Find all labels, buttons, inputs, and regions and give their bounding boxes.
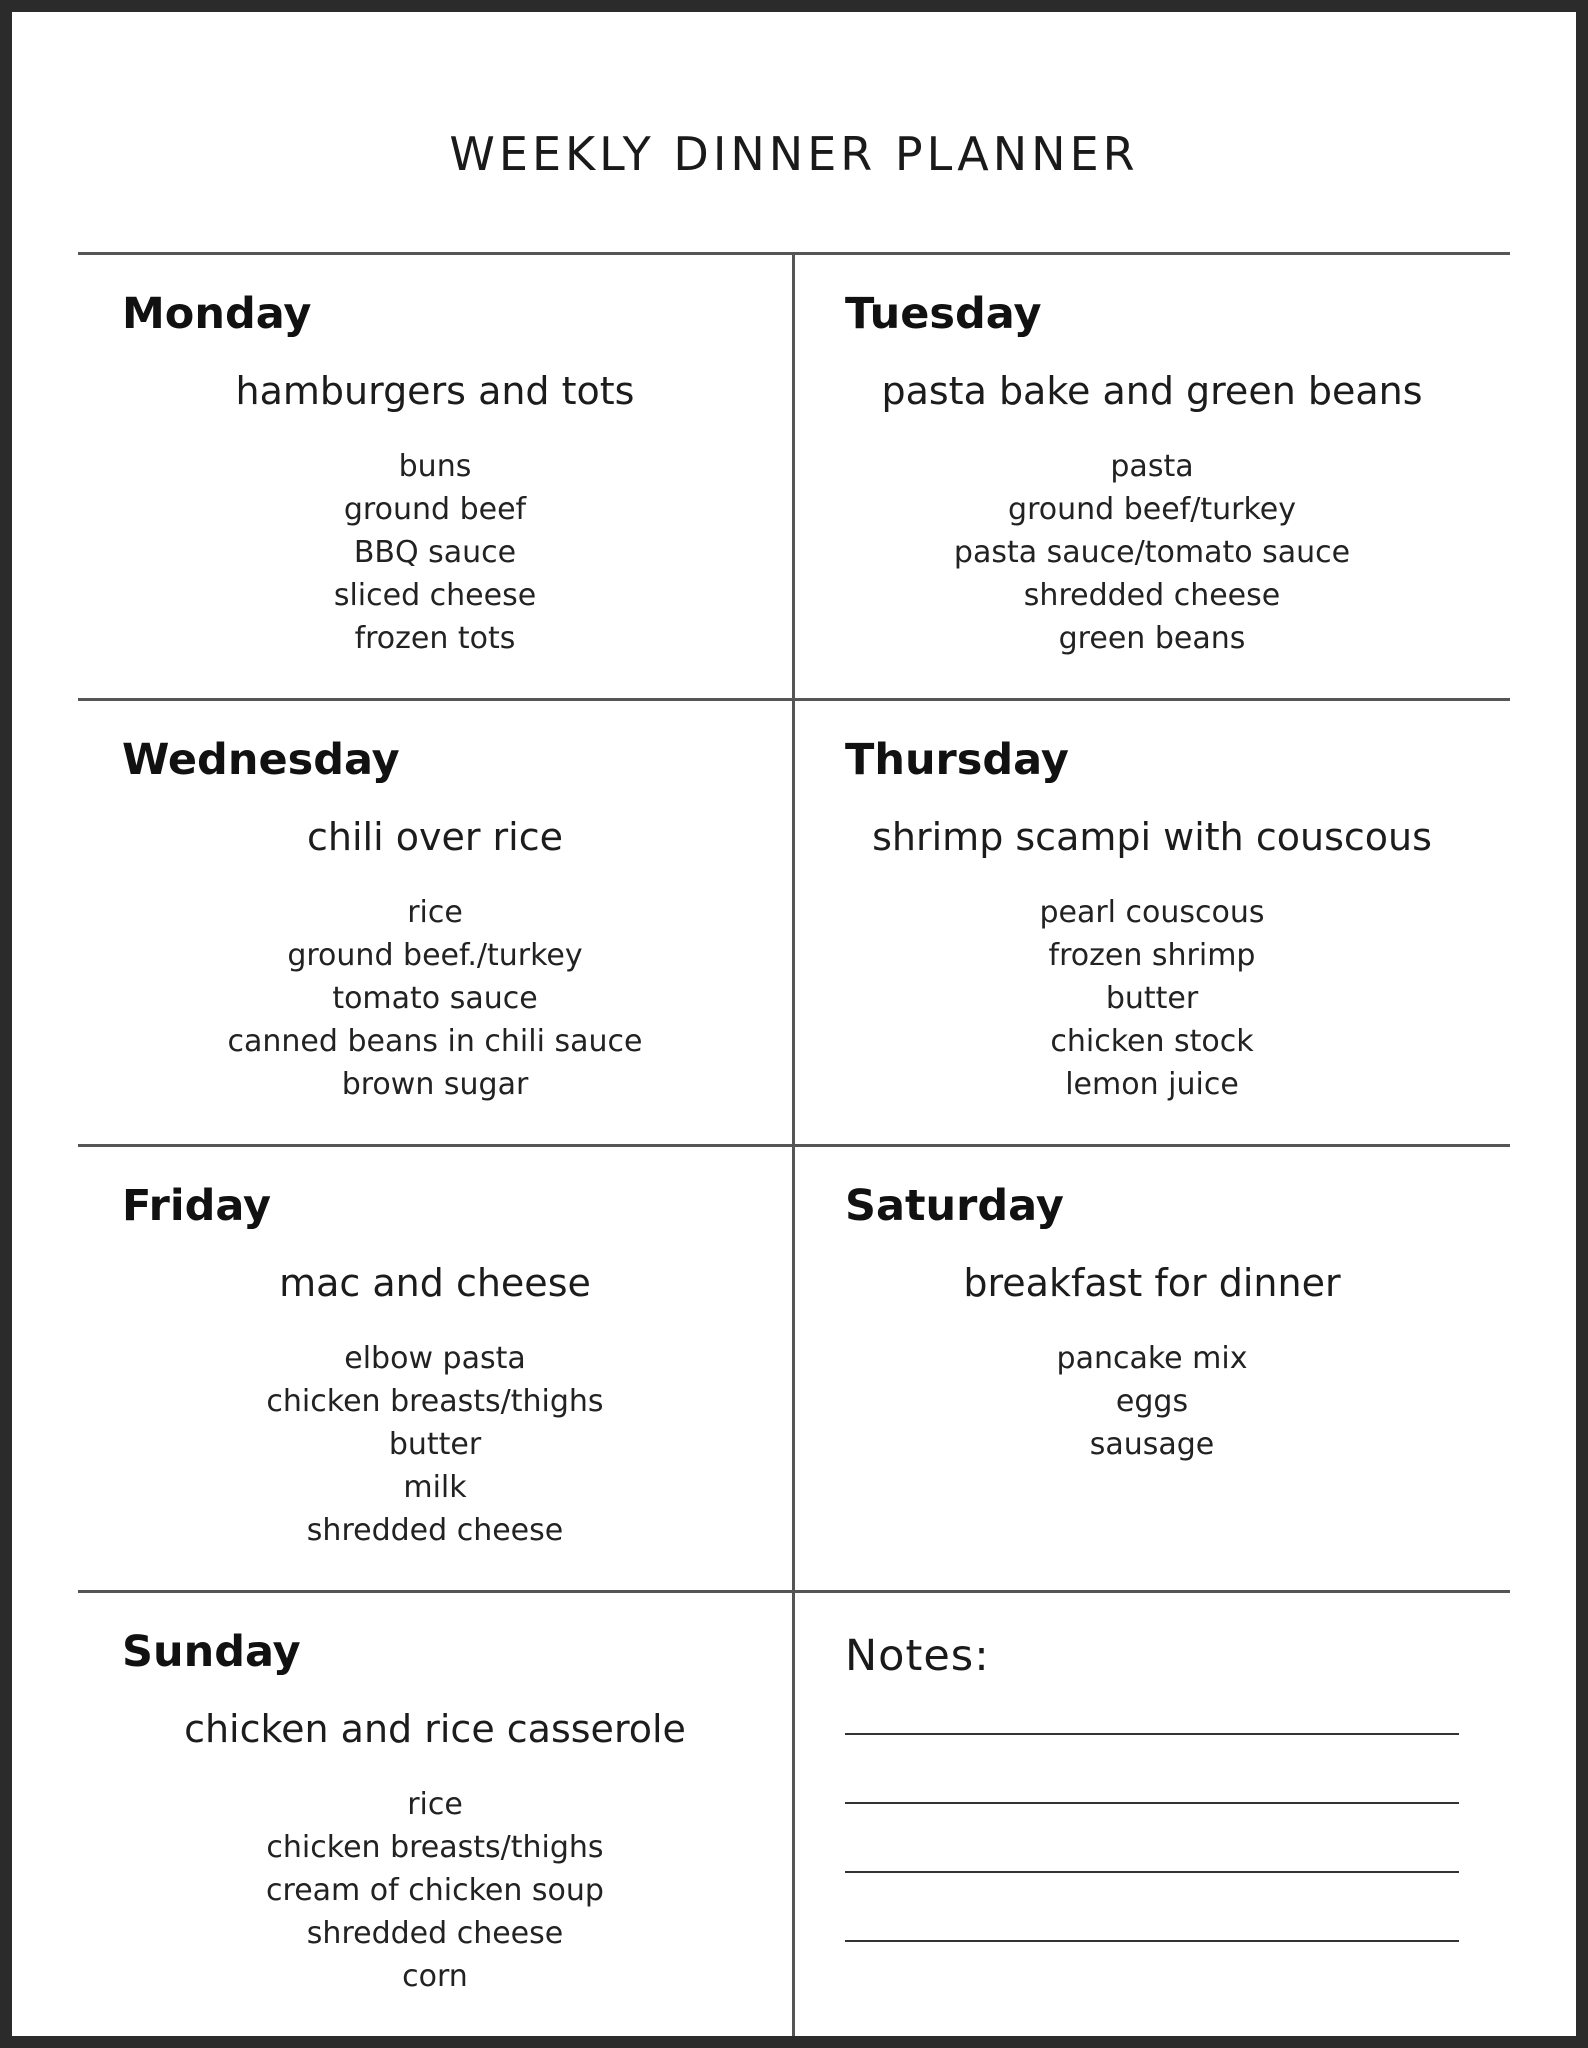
ingredient-item: pasta sauce/tomato sauce [953, 535, 1351, 570]
day-card-saturday [795, 1147, 1509, 1592]
ingredient-item: elbow pasta [344, 1341, 526, 1376]
ingredient-item: canned beans in chili sauce [227, 1024, 643, 1059]
ingredient-item: buns [398, 449, 472, 484]
note-line [845, 1802, 1459, 1804]
ingredient-item: pancake mix [1056, 1341, 1248, 1376]
ingredient-list [78, 891, 792, 1106]
ingredient-item: frozen shrimp [1048, 938, 1256, 973]
meal-name: breakfast for dinner [963, 1261, 1341, 1305]
day-heading: Tuesday [845, 289, 1042, 339]
day-heading: Saturday [845, 1181, 1064, 1231]
ingredient-item: sliced cheese [333, 578, 537, 613]
ingredient-item: ground beef./turkey [287, 938, 583, 973]
notes-section [795, 1593, 1509, 2038]
ingredient-list [795, 891, 1509, 1106]
ingredient-item: butter [388, 1427, 482, 1462]
ingredient-list [78, 1783, 792, 1998]
ingredient-item: cream of chicken soup [266, 1873, 604, 1908]
ingredient-item: green beans [1058, 621, 1246, 656]
day-card-friday [78, 1147, 792, 1592]
meal-name: pasta bake and green beans [881, 369, 1423, 413]
ingredient-item: frozen tots [354, 621, 516, 656]
ingredient-item: eggs [1115, 1384, 1189, 1419]
day-heading: Sunday [122, 1627, 301, 1677]
day-card-monday [78, 255, 792, 700]
day-card-tuesday [795, 255, 1509, 700]
planner-grid [78, 252, 1510, 2036]
day-card-wednesday [78, 701, 792, 1146]
ingredient-item: pasta [1110, 449, 1194, 484]
meal-name: chili over rice [307, 815, 563, 859]
ingredient-item: milk [403, 1470, 467, 1505]
meal-name: hamburgers and tots [235, 369, 635, 413]
day-heading: Thursday [845, 735, 1069, 785]
ingredient-item: shredded cheese [1023, 578, 1281, 613]
ingredient-item: ground beef/turkey [1008, 492, 1296, 527]
ingredient-item: butter [1105, 981, 1199, 1016]
ingredient-item: pearl couscous [1039, 895, 1265, 930]
ingredient-item: shredded cheese [306, 1513, 564, 1548]
day-heading: Friday [122, 1181, 272, 1231]
ingredient-item: chicken breasts/thighs [266, 1830, 604, 1865]
ingredient-item: chicken breasts/thighs [266, 1384, 604, 1419]
ingredient-list [78, 445, 792, 660]
ingredient-item: ground beef [343, 492, 527, 527]
note-line [845, 1871, 1459, 1873]
day-heading: Wednesday [122, 735, 400, 785]
meal-name: shrimp scampi with couscous [872, 815, 1432, 859]
day-heading: Monday [122, 289, 312, 339]
ingredient-item: brown sugar [341, 1067, 529, 1102]
meal-name: chicken and rice casserole [184, 1707, 686, 1751]
meal-name: mac and cheese [279, 1261, 591, 1305]
ingredient-list [795, 1337, 1509, 1466]
ingredient-item: shredded cheese [306, 1916, 564, 1951]
ingredient-item: tomato sauce [332, 981, 538, 1016]
ingredient-item: corn [402, 1959, 468, 1994]
day-card-sunday [78, 1593, 792, 2038]
ingredient-item: chicken stock [1050, 1024, 1254, 1059]
note-line [845, 1733, 1459, 1735]
ingredient-item: rice [407, 895, 463, 930]
day-card-thursday [795, 701, 1509, 1146]
ingredient-item: BBQ sauce [353, 535, 517, 570]
ingredient-list [795, 445, 1509, 660]
ingredient-item: sausage [1089, 1427, 1215, 1462]
note-line [845, 1940, 1459, 1942]
planner-page [12, 12, 1576, 2036]
ingredient-list [78, 1337, 792, 1552]
ingredient-item: lemon juice [1065, 1067, 1239, 1102]
notes-label: Notes: [845, 1631, 990, 1681]
page-title: WEEKLY DINNER PLANNER [449, 127, 1139, 181]
ingredient-item: rice [407, 1787, 463, 1822]
